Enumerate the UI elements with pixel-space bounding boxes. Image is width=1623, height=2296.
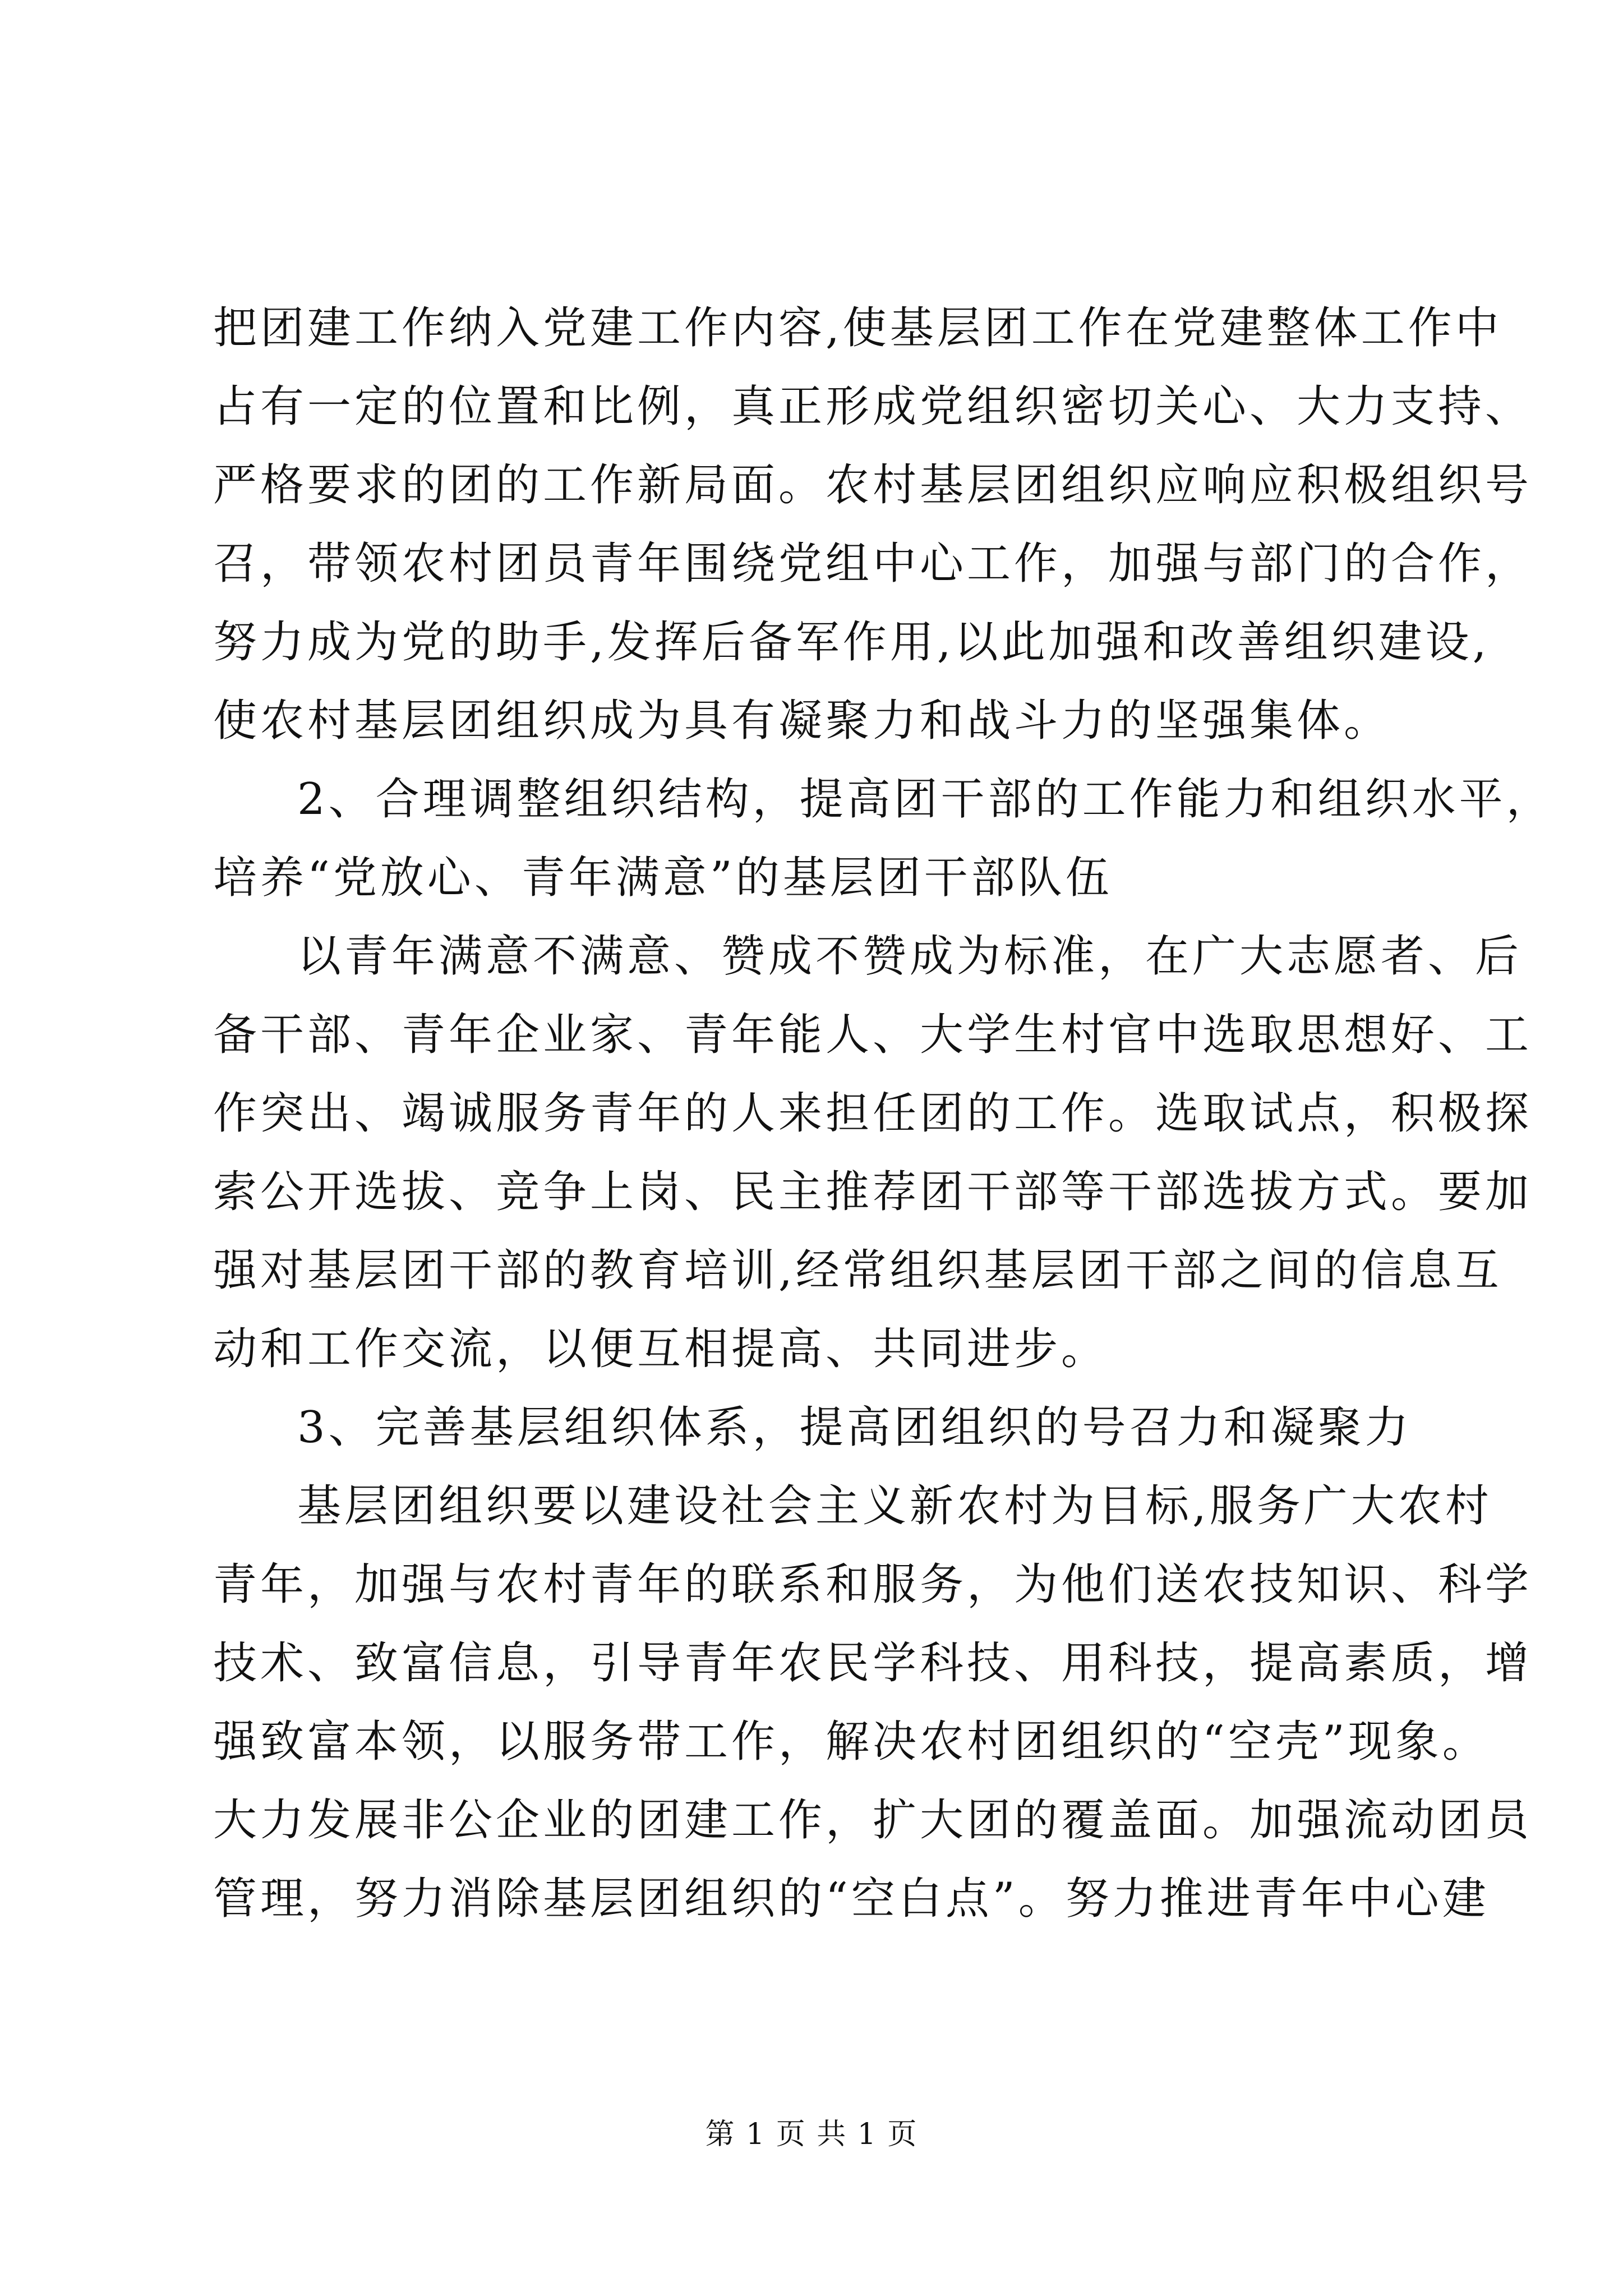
text-line: 使农村基层团组织成为具有凝聚力和战斗力的坚强集体。 <box>213 696 1391 746</box>
text-line: 严格要求的团的工作新局面。农村基层团组织应响应积极组织号 <box>213 460 1533 510</box>
text-line: 索公开选拔、竞争上岗、民主推荐团干部等干部选拔方式。要加 <box>213 1167 1533 1217</box>
text-line: 把团建工作纳入党建工作内容,使基层团工作在党建整体工作中 <box>213 303 1502 353</box>
text-line: 占有一定的位置和比例，真正形成党组织密切关心、大力支持、 <box>213 381 1533 432</box>
text-line: 强致富本领，以服务带工作，解决农村团组织的“空壳”现象。 <box>213 1717 1490 1767</box>
paragraph-start: 以青年满意不满意、赞成不赞成为标准，在广大志愿者、后 <box>297 931 1523 982</box>
text-line: 强对基层团干部的教育培训,经常组织基层团干部之间的信息互 <box>213 1245 1502 1296</box>
text-line: 努力成为党的助手,发挥后备军作用,以此加强和改善组织建设, <box>213 617 1490 668</box>
text-line: 召，带领农村团员青年围绕党组中心工作，加强与部门的合作， <box>213 539 1533 589</box>
section-heading-2-continued: 培养“党放心、青年满意”的基层团干部队伍 <box>213 853 1113 903</box>
document-body <box>213 289 1553 1938</box>
paragraph-start: 基层团组织要以建设社会主义新农村为目标,服务广大农村 <box>297 1481 1492 1531</box>
text-line: 动和工作交流，以便互相提高、共同进步。 <box>213 1324 1109 1374</box>
text-line: 大力发展非公企业的团建工作，扩大团的覆盖面。加强流动团员 <box>213 1795 1533 1846</box>
text-line: 技术、致富信息，引导青年农民学科技、用科技，提高素质，增 <box>213 1638 1533 1688</box>
text-line: 管理，努力消除基层团组织的“空白点”。努力推进青年中心建 <box>213 1874 1490 1924</box>
section-heading-2: 2、合理调整组织结构，提高团干部的工作能力和组织水平， <box>297 774 1553 825</box>
text-line: 青年，加强与农村青年的联系和服务，为他们送农技知识、科学 <box>213 1559 1533 1610</box>
section-heading-3: 3、完善基层组织体系，提高团组织的号召力和凝聚力 <box>297 1402 1412 1453</box>
text-line: 作突出、竭诚服务青年的人来担任团的工作。选取试点，积极探 <box>213 1088 1533 1139</box>
text-line: 备干部、青年企业家、青年能人、大学生村官中选取思想好、工 <box>213 1010 1533 1060</box>
page-number-footer: 第 1 页 共 1 页 <box>705 2118 918 2151</box>
